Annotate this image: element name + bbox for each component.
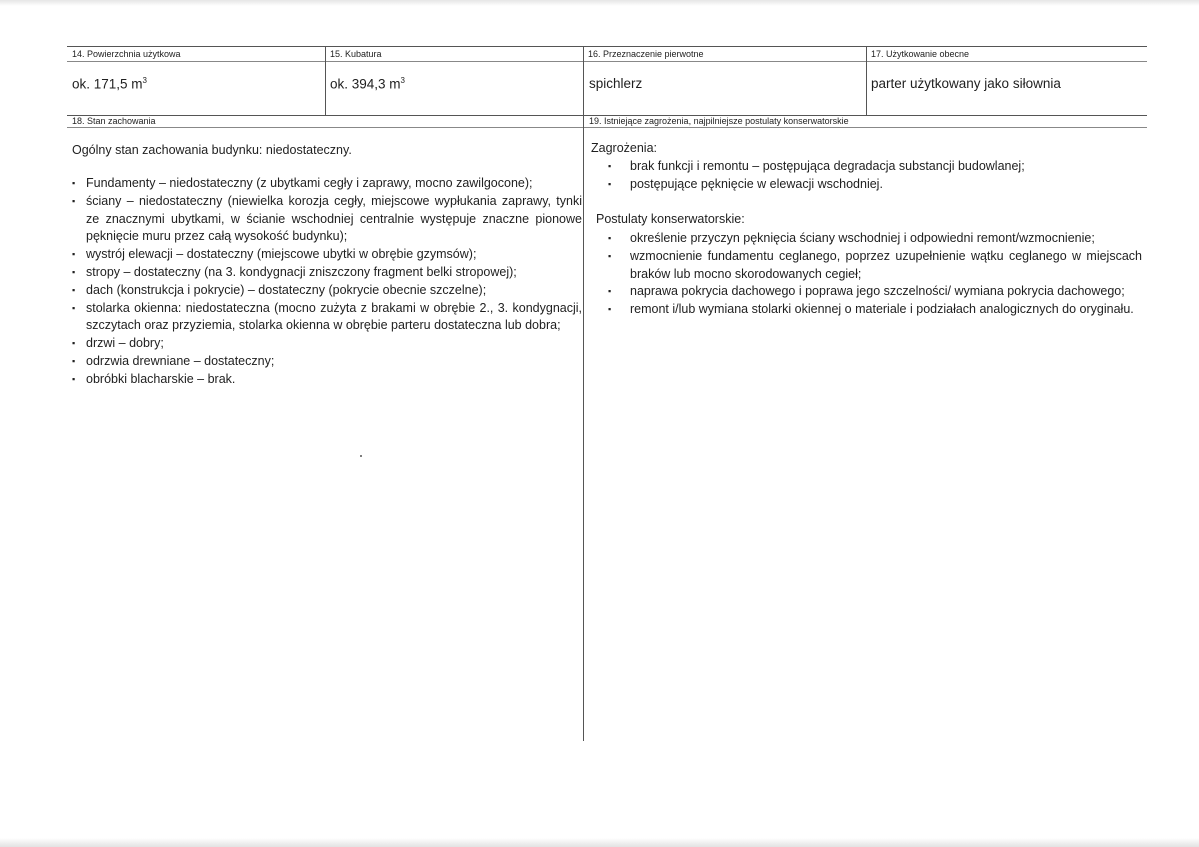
threats-list [606,158,1106,194]
list-item: ▪ Fundamenty – niedostateczny (z ubytkami cegły i zaprawy, mocno zawilgocone); [72,175,582,193]
list-item: ▪ stolarka okienna: niedostateczna (mocno zużyta z brakami w obrębie 2., 3. kondygnacji, szczytach oraz przyziemia, stolarka okienna w obrębie parteru dostateczna lub dobra; [72,300,582,336]
volume-unit-exponent: 3 [400,76,405,85]
field-15-value [330,76,405,92]
list-item: ▪ stropy – dostateczny (na 3. kondygnacji zniszczony fragment belki stropowej); [72,264,582,282]
condition-list [72,175,582,389]
list-item: ▪ drzwi – dobry; [72,335,582,353]
field-19-label: 19. Istniejące zagrożenia, najpilniejsze postulaty konserwatorskie [589,116,849,126]
col-divider-2 [583,46,584,741]
label-underline-row1 [67,61,1147,62]
field-17-label: 17. Użytkowanie obecne [871,49,970,59]
volume-value: ok. 394,3 m [330,76,401,92]
col-divider-1 [325,46,326,116]
field-18-label: 18. Stan zachowania [72,116,156,126]
area-unit-exponent: 3 [142,76,147,85]
list-item: ▪ wzmocnienie fundamentu ceglanego, poprzez uzupełnienie wątku ceglanego w miejscach braków lub mocno skorodowanych cegieł; [606,248,1142,284]
list-item: ▪ określenie przyczyn pęknięcia ściany wschodniej i odpowiedni remont/wzmocnienie; [606,230,1142,248]
list-item: ▪ wystrój elewacji – dostateczny (miejscowe ubytki w obrębie gzymsów); [72,246,582,264]
list-item: ▪ postępujące pęknięcie w elewacji wschodniej. [606,176,1106,194]
field-14-value [72,76,147,92]
list-item: ▪ odrzwia drewniane – dostateczny; [72,353,582,371]
postulates-list [606,230,1142,319]
list-item: ▪ ściany – niedostateczny (niewielka korozja cegły, miejscowe wypłukania zaprawy, tynki ze znacznymi ubytkami, w ścianie wschodniej centralnie występuje znaczne pionowe pęknięcie muru przez całą wysokość budynku); [72,193,582,246]
col-divider-3 [866,46,867,116]
field-16-value: spichlerz [589,76,643,91]
postulates-heading: Postulaty konserwatorskie: [596,212,745,226]
table-top-border [67,46,1147,47]
area-value: ok. 171,5 m [72,76,143,92]
list-item: ▪ dach (konstrukcja i pokrycie) – dostateczny (pokrycie obecnie szczelne); [72,282,582,300]
list-item: ▪ obróbki blacharskie – brak. [72,371,582,389]
field-14-label: 14. Powierzchnia użytkowa [72,49,181,59]
list-item: ▪ brak funkcji i remontu – postępująca degradacja substancji budowlanej; [606,158,1106,176]
list-item: ▪ remont i/lub wymiana stolarki okiennej o materiale i podziałach analogicznych do oryginału. [606,301,1142,319]
scan-edge-top [0,0,1199,6]
label-underline-18 [67,127,583,128]
label-underline-19 [584,127,1147,128]
field-17-value: parter użytkowany jako siłownia [871,76,1061,91]
field-16-label: 16. Przeznaczenie pierwotne [588,49,704,59]
stray-mark [360,455,362,457]
list-item: ▪ naprawa pokrycia dachowego i poprawa jego szczelności/ wymiana pokrycia dachowego; [606,283,1142,301]
condition-summary: Ogólny stan zachowania budynku: niedostateczny. [72,143,352,157]
scan-edge-bottom [0,838,1199,847]
field-15-label: 15. Kubatura [330,49,382,59]
threats-heading: Zagrożenia: [591,141,658,155]
